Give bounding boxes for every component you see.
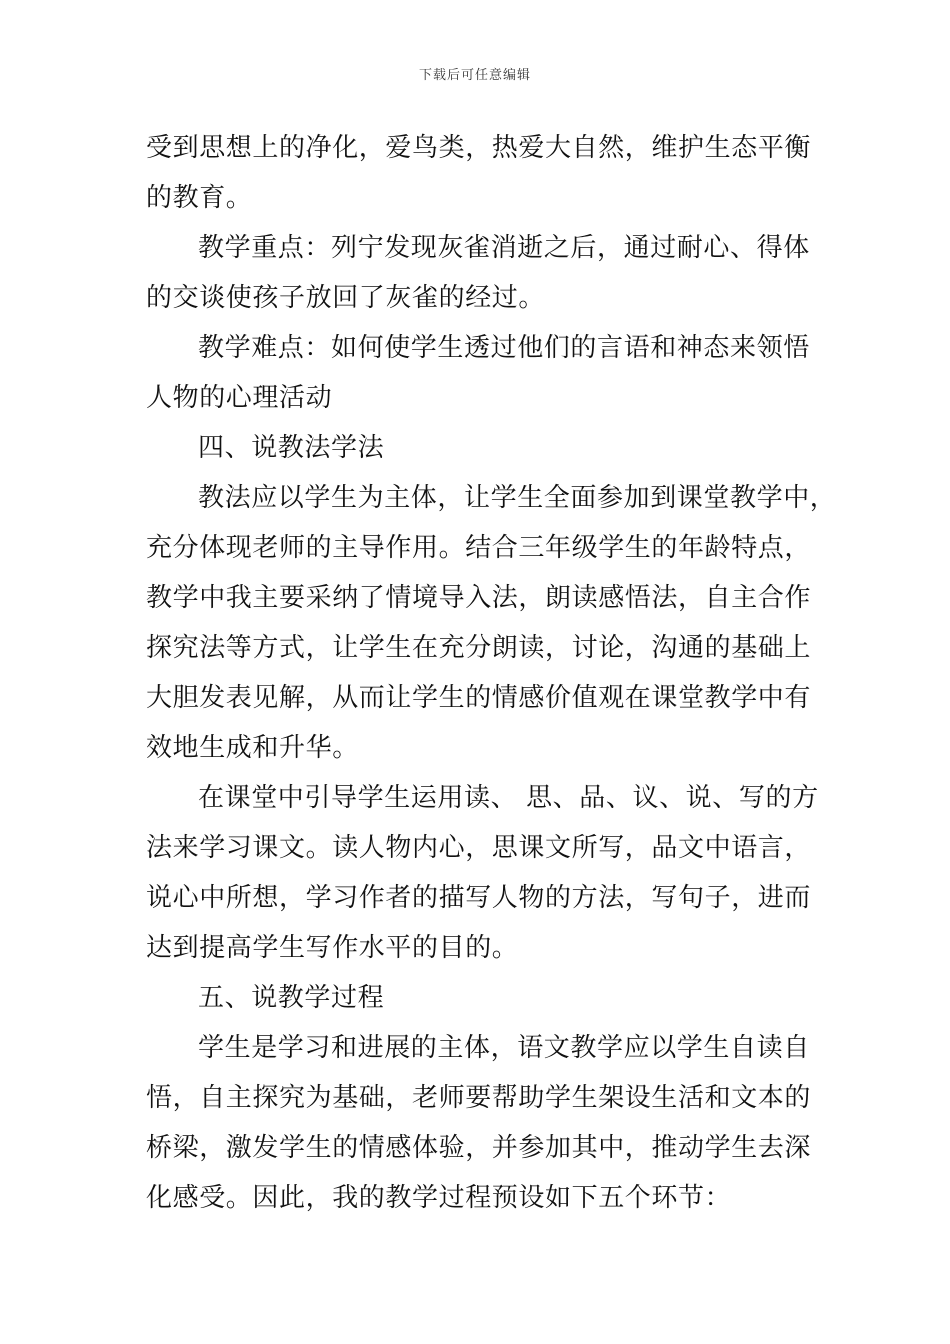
body-line: 教法应以学生为主体，让学生全面参加到课堂教学中，: [198, 483, 837, 513]
body-line: 说心中所想，学习作者的描写人物的方法，写句子，进而: [146, 883, 812, 913]
body-line: 法来学习课文。读人物内心，思课文所写，品文中语言，: [146, 833, 812, 863]
body-line: 桥梁，激发学生的情感体验，并参加其中，推动学生去深: [146, 1133, 812, 1163]
body-line: 在课堂中引导学生运用读、 思、品、议、说、写的方: [198, 783, 819, 813]
body-line: 达到提高学生写作水平的目的。: [146, 933, 519, 963]
body-line: 大胆发表见解，从而让学生的情感价值观在课堂教学中有: [146, 683, 812, 713]
key-point-line: 教学重点：列宁发现灰雀消逝之后，通过耐心、得体: [198, 233, 810, 263]
body-line: 受到思想上的净化，爱鸟类，热爱大自然，维护生态平衡: [146, 133, 812, 163]
body-line: 化感受。因此，我的教学过程预设如下五个环节：: [146, 1183, 732, 1213]
body-line: 人物的心理活动: [146, 383, 333, 413]
body-line: 悟，自主探究为基础，老师要帮助学生架设生活和文本的: [146, 1083, 812, 1113]
body-line: 的交谈使孩子放回了灰雀的经过。: [146, 283, 546, 313]
body-line: 教学中我主要采纳了情境导入法，朗读感悟法，自主合作: [146, 583, 812, 613]
difficult-point-line: 教学难点：如何使学生透过他们的言语和神态来领悟: [198, 333, 810, 363]
page-header: 下载后可任意编辑: [418, 68, 531, 83]
body-line: 的教育。: [146, 183, 253, 213]
section-heading-methods: 四、说教法学法: [198, 433, 385, 463]
body-line: 学生是学习和进展的主体，语文教学应以学生自读自: [198, 1033, 810, 1063]
body-line: 探究法等方式，让学生在充分朗读，讨论，沟通的基础上: [146, 633, 812, 663]
body-line: 效地生成和升华。: [146, 733, 359, 763]
section-heading-process: 五、说教学过程: [198, 983, 385, 1013]
body-line: 充分体现老师的主导作用。结合三年级学生的年龄特点，: [146, 533, 812, 563]
